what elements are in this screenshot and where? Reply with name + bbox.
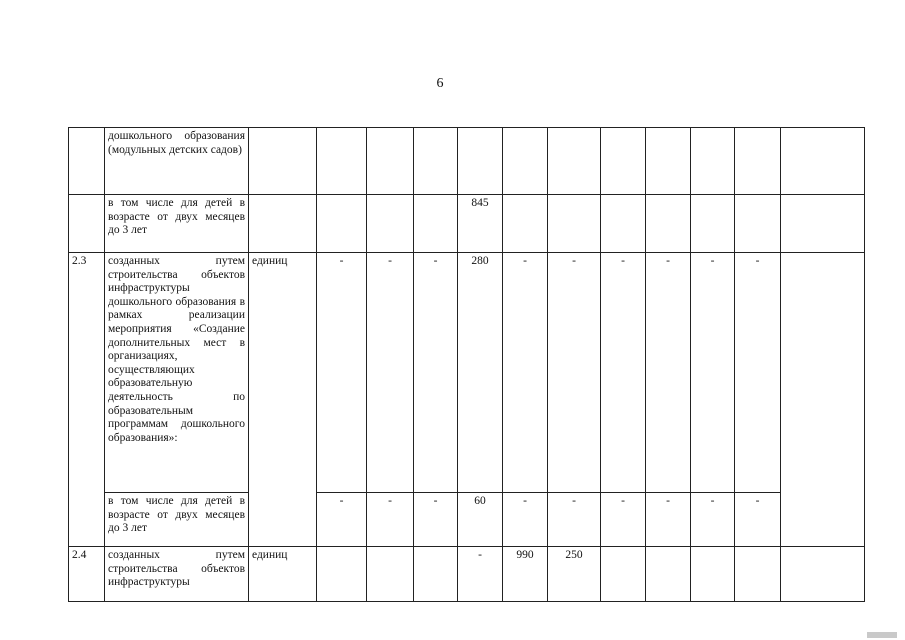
row-description: в том числе для детей в возрасте от двух месяцев до 3 лет: [105, 493, 249, 547]
row-description: созданных путем строительства объектов инфраструктуры дошкольного образования в рамках реализации мероприятия «Создание дополнительных мест в организациях, осуществляющих образовательную деятельность по образовательным программам дошкольного образования»:: [105, 253, 249, 493]
value-cell: -: [317, 493, 367, 547]
value-cell: [691, 128, 735, 195]
value-cell: [367, 128, 414, 195]
page-number: 6: [436, 76, 444, 91]
value-cell: [601, 128, 646, 195]
value-cell: [646, 547, 691, 602]
value-cell: [458, 128, 503, 195]
row-number: 2.4: [69, 547, 105, 602]
value-cell: -: [503, 253, 548, 493]
value-cell: [414, 547, 458, 602]
value-cell: -: [646, 493, 691, 547]
value-cell: [601, 547, 646, 602]
value-cell: -: [367, 493, 414, 547]
value-cell: -: [548, 253, 601, 493]
value-cell: -: [414, 493, 458, 547]
value-cell: [414, 128, 458, 195]
value-cell: [367, 547, 414, 602]
value-cell: [548, 128, 601, 195]
value-cell: -: [646, 253, 691, 493]
value-cell: [646, 128, 691, 195]
value-cell: -: [458, 547, 503, 602]
value-cell: [735, 195, 781, 253]
row-unit: [249, 195, 317, 253]
row-number: [69, 195, 105, 253]
row-description: дошкольного образования (модульных детских садов): [105, 128, 249, 195]
value-cell: 845: [458, 195, 503, 253]
value-cell: -: [691, 493, 735, 547]
value-cell: 60: [458, 493, 503, 547]
table-row: [69, 195, 865, 253]
row-unit: единиц: [249, 547, 317, 602]
table-row: [69, 493, 865, 547]
row-unit: [249, 128, 317, 195]
value-cell: [601, 195, 646, 253]
row-number: 2.3: [69, 253, 105, 547]
indicator-table: [68, 127, 865, 602]
value-cell: [691, 195, 735, 253]
row-description: созданных путем строительства объектов инфраструктуры: [105, 547, 249, 602]
value-cell: [503, 195, 548, 253]
value-cell: [414, 195, 458, 253]
value-cell: [367, 195, 414, 253]
value-cell: [317, 195, 367, 253]
value-cell: -: [317, 253, 367, 493]
value-cell: [646, 195, 691, 253]
value-cell: -: [735, 253, 781, 493]
value-cell: [548, 195, 601, 253]
value-cell: [691, 547, 735, 602]
value-cell: [781, 195, 865, 253]
row-unit: единиц: [249, 253, 317, 547]
value-cell: [735, 128, 781, 195]
value-cell: [503, 128, 548, 195]
value-cell: -: [735, 493, 781, 547]
value-cell: 280: [458, 253, 503, 493]
table-row: [69, 547, 865, 602]
value-cell: -: [367, 253, 414, 493]
value-cell: [781, 128, 865, 195]
value-cell: -: [548, 493, 601, 547]
value-cell: -: [414, 253, 458, 493]
scan-edge-mark: [867, 632, 897, 638]
table-row: [69, 128, 865, 195]
row-number: [69, 128, 105, 195]
value-cell: -: [601, 253, 646, 493]
value-cell: -: [691, 253, 735, 493]
value-cell: 990: [503, 547, 548, 602]
value-cell: -: [503, 493, 548, 547]
row-description: в том числе для детей в возрасте от двух месяцев до 3 лет: [105, 195, 249, 253]
value-cell: -: [601, 493, 646, 547]
value-cell: [735, 547, 781, 602]
value-cell: [781, 253, 865, 547]
value-cell: [317, 547, 367, 602]
value-cell: 250: [548, 547, 601, 602]
table-row: [69, 253, 865, 493]
value-cell: [781, 547, 865, 602]
value-cell: [317, 128, 367, 195]
